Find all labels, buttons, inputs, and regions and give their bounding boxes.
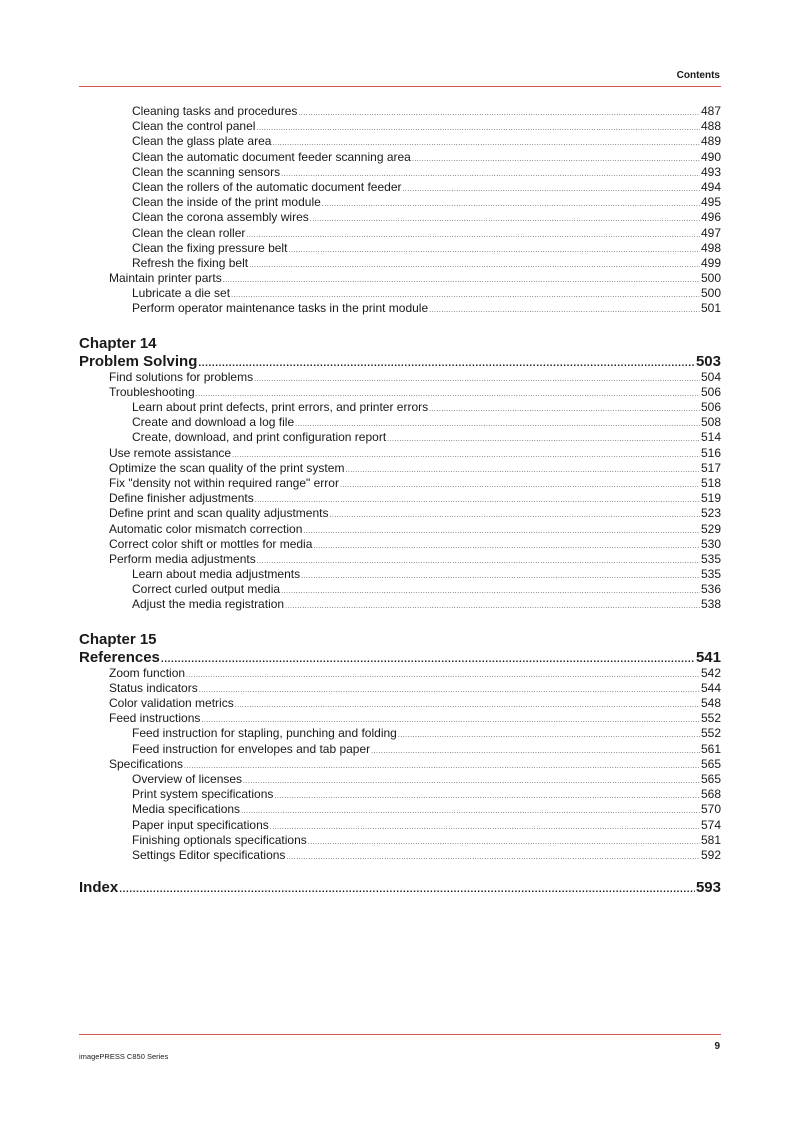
toc-entry-title: Correct curled output media [132,582,281,597]
dot-leader [231,288,700,301]
dot-leader [241,804,700,817]
dot-leader [119,881,695,896]
dot-leader [313,539,700,552]
dot-leader [345,463,700,476]
toc-entry-title: Use remote assistance [109,445,232,460]
toc-entry-title: Feed instructions [109,711,201,726]
toc-entry[interactable] [79,491,721,506]
toc-entry-page: 568 [700,787,721,802]
toc-entry-page: 488 [700,119,721,134]
dot-leader [249,258,700,271]
toc-entry-page: 592 [700,847,721,862]
toc-entry-title: Define finisher adjustments [109,491,254,506]
toc-entry-title: Refresh the fixing belt [132,255,249,270]
dot-leader [274,789,700,802]
footer-rule [79,1034,721,1035]
toc-entry-page: 497 [700,225,721,240]
toc-entry-page: 516 [700,445,721,460]
toc-entry-page: 535 [700,567,721,582]
dot-leader [322,197,700,210]
toc-entry-title: Paper input specifications [132,817,269,832]
toc-entry-title: Lubricate a die set [132,286,231,301]
toc-entry[interactable] [79,165,721,180]
toc-entry-title: Troubleshooting [109,384,195,399]
toc-entry[interactable] [79,696,721,711]
toc-entry-page: 506 [700,384,721,399]
toc-entry-page: 508 [700,415,721,430]
toc-entry-title: Adjust the media registration [132,597,285,612]
toc-entry[interactable] [79,180,721,195]
dot-leader [184,759,700,772]
toc-entry-title: Zoom function [109,665,186,680]
dot-leader [398,728,700,741]
toc-entry-title: Print system specifications [132,787,274,802]
toc-entry-page: 514 [700,430,721,445]
toc-entry[interactable] [79,726,721,741]
table-of-contents [79,104,721,896]
dot-leader [281,167,700,180]
dot-leader [412,152,700,165]
dot-leader [256,121,700,134]
toc-entry-page: 548 [700,696,721,710]
toc-entry-page: 552 [700,711,721,726]
index-title: Index [79,879,119,897]
chapter-page: 541 [695,648,721,666]
dot-leader [288,243,700,256]
dot-leader [235,698,700,711]
toc-entry[interactable] [79,476,721,491]
toc-entry-page: 501 [700,301,721,316]
chapter-label: Chapter 14 [79,334,157,352]
toc-entry[interactable] [79,802,721,817]
dot-leader [387,432,700,445]
dot-leader [286,850,700,863]
dot-leader [429,402,700,415]
toc-entry-page: 500 [700,271,721,286]
toc-entry-title: Clean the control panel [132,119,256,134]
dot-leader [223,273,700,286]
toc-entry-title: Color validation metrics [109,696,234,710]
toc-entry-page: 499 [700,255,721,270]
toc-entry[interactable] [79,582,721,597]
toc-entry[interactable] [79,772,721,787]
dot-leader [310,212,700,225]
toc-entry-page: 529 [700,521,721,536]
toc-entry-page: 536 [700,582,721,597]
toc-entry-page: 517 [700,460,721,475]
toc-entry-page: 519 [700,491,721,506]
toc-entry-title: Create, download, and print configuration report [132,430,387,445]
toc-entry[interactable] [79,195,721,210]
toc-entry[interactable] [79,286,721,301]
dot-leader [303,524,700,537]
toc-entry-title: Define print and scan quality adjustments [109,506,329,521]
dot-leader [429,303,700,316]
toc-entry[interactable] [79,567,721,582]
toc-entry-title: Clean the inside of the print module [132,195,321,210]
toc-entry[interactable] [79,150,721,165]
toc-entry-page: 535 [700,551,721,566]
dot-leader [270,820,700,833]
toc-entry[interactable] [79,552,721,567]
dot-leader [198,355,695,370]
dot-leader [371,744,700,757]
dot-leader [199,683,700,696]
toc-entry-title: Optimize the scan quality of the print system [109,460,345,475]
toc-entry[interactable] [79,818,721,833]
dot-leader [402,182,699,195]
dot-leader [329,508,700,521]
toc-entry[interactable] [79,210,721,225]
toc-entry-title: Clean the fixing pressure belt [132,240,288,255]
chapter-15-entries [79,666,721,863]
toc-entry[interactable] [79,134,721,149]
toc-entry-page: 494 [700,179,721,194]
chapter-title-link[interactable] [79,353,721,370]
toc-entry-title: Feed instruction for stapling, punching and folding [132,726,397,741]
dot-leader [254,372,700,385]
toc-entry-title: Clean the scanning sensors [132,164,281,179]
dot-leader [285,599,700,612]
toc-entry-title: Clean the rollers of the automatic document feeder [132,179,402,194]
dot-leader [281,584,700,597]
toc-entry[interactable] [79,446,721,461]
header-rule [79,86,721,87]
toc-entry-page: 496 [700,210,721,225]
toc-entry[interactable] [79,742,721,757]
dot-leader [295,417,700,430]
toc-entry[interactable] [79,757,721,772]
toc-entry[interactable] [79,241,721,256]
dot-leader [257,554,700,567]
toc-entry-title: Learn about media adjustments [132,567,301,582]
toc-entry-page: 542 [700,665,721,680]
toc-entry-page: 561 [700,741,721,756]
toc-entry-page: 574 [700,817,721,832]
index-link[interactable] [79,879,721,896]
toc-entry-title: Perform media adjustments [109,551,256,566]
toc-entry-title: Cleaning tasks and procedures [132,104,298,118]
toc-entry-title: Media specifications [132,802,241,817]
toc-entry-page: 518 [700,475,721,490]
toc-entry-title: Finishing optionals specifications [132,832,307,847]
toc-entry[interactable] [79,711,721,726]
toc-entry-title: Create and download a log file [132,415,295,430]
toc-entry[interactable] [79,787,721,802]
running-header: Contents [676,70,720,81]
toc-entry-page: 490 [700,149,721,164]
chapter-title-link[interactable] [79,649,721,666]
dot-leader [161,651,695,666]
toc-entry[interactable] [79,400,721,415]
index-page: 593 [695,879,721,897]
toc-entry[interactable] [79,848,721,863]
toc-entry-page: 544 [700,680,721,695]
chapter-14-entries [79,370,721,613]
toc-entry-title: Specifications [109,756,184,771]
toc-entry-title: Clean the clean roller [132,225,246,240]
dot-leader [201,713,700,726]
toc-entry-title: Clean the corona assembly wires [132,210,309,225]
toc-entry-title: Learn about print defects, print errors, and printer errors [132,400,429,414]
toc-entry[interactable] [79,415,721,430]
toc-entry-page: 498 [700,240,721,255]
toc-entry-page: 530 [700,536,721,551]
toc-entry-page: 523 [700,506,721,521]
toc-entry-page: 581 [700,832,721,847]
toc-entry[interactable] [79,271,721,286]
toc-entry-title: Settings Editor specifications [132,847,286,862]
toc-entry-page: 495 [700,195,721,210]
toc-entry-page: 538 [700,597,721,612]
chapter-title: Problem Solving [79,352,198,370]
toc-entry-page: 504 [700,369,721,384]
toc-entry[interactable] [79,681,721,696]
toc-entry-page: 565 [700,771,721,786]
dot-leader [308,835,700,848]
toc-entry-page: 487 [700,104,721,118]
toc-entry[interactable] [79,226,721,241]
dot-leader [243,774,700,787]
toc-entry-title: Fix "density not within required range" error [109,475,339,490]
dot-leader [272,136,700,149]
toc-entry[interactable] [79,461,721,476]
toc-entry[interactable] [79,119,721,134]
page-number: 9 [714,1041,720,1052]
toc-entry-page: 570 [700,802,721,817]
dot-leader [232,448,700,461]
toc-entry[interactable] [79,833,721,848]
toc-entry[interactable] [79,506,721,521]
toc-entry-page: 565 [700,756,721,771]
toc-entry-page: 552 [700,726,721,741]
dot-leader [301,569,700,582]
toc-entry-title: Automatic color mismatch correction [109,521,303,536]
toc-entry[interactable] [79,256,721,271]
dot-leader [255,493,700,506]
toc-entry-title: Perform operator maintenance tasks in the print module [132,301,429,316]
dot-leader [186,668,700,681]
toc-entry[interactable] [79,385,721,400]
toc-entry-page: 506 [700,400,721,414]
toc-entry-title: Feed instruction for envelopes and tab paper [132,741,371,756]
toc-entry-title: Clean the glass plate area [132,134,272,149]
toc-entry[interactable] [79,522,721,537]
toc-entry-title: Clean the automatic document feeder scanning area [132,149,411,164]
toc-entry[interactable] [79,537,721,552]
toc-entry-title: Status indicators [109,680,198,695]
toc-entry[interactable] [79,597,721,612]
chapter-label: Chapter 15 [79,630,157,648]
toc-entry-title: Find solutions for problems [109,369,254,384]
toc-entry-title: Maintain printer parts [109,271,222,286]
toc-entry[interactable] [79,104,721,119]
toc-entry[interactable] [79,370,721,385]
dot-leader [246,228,700,241]
toc-entry[interactable] [79,666,721,681]
chapter-title: References [79,648,160,666]
toc-entry-page: 493 [700,164,721,179]
toc-entry-page: 500 [700,286,721,301]
toc-entry-title: Correct color shift or mottles for media [109,536,313,551]
dot-leader [340,478,700,491]
dot-leader [298,106,700,119]
product-name: imagePRESS C850 Series [79,1052,169,1061]
toc-entry-title: Overview of licenses [132,771,243,786]
toc-entry[interactable] [79,301,721,316]
dot-leader [196,387,700,400]
toc-entry[interactable] [79,430,721,445]
toc-entry-page: 489 [700,134,721,149]
toc-continued-section [79,104,721,317]
chapter-page: 503 [695,352,721,370]
